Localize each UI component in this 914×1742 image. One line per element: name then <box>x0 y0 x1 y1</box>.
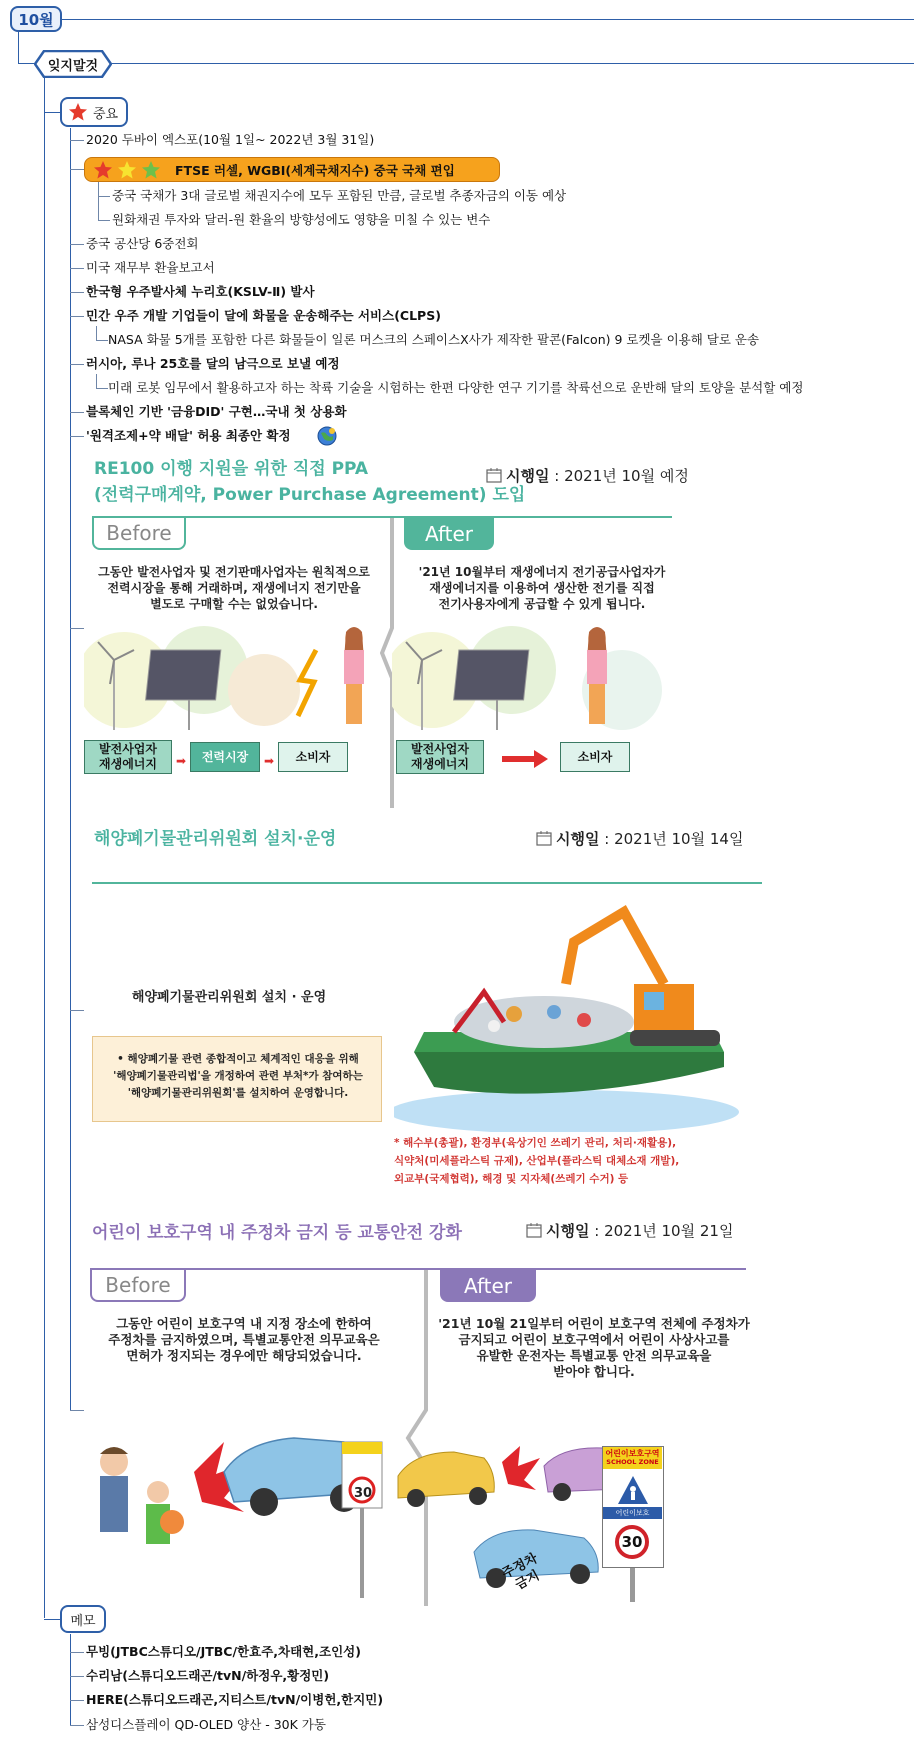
month-node[interactable]: 10월 <box>10 6 62 32</box>
item-dubai-expo[interactable]: 2020 두바이 엑스포(10월 1일~ 2022년 3월 31일) <box>86 132 375 147</box>
important-node[interactable] <box>60 97 128 127</box>
arrow-right-icon: ➡ <box>176 754 187 768</box>
re100-ppa-panel <box>84 450 689 810</box>
re100-after-tag: After <box>404 518 494 550</box>
school-zone-panel <box>84 1202 764 1606</box>
item-luna-sub[interactable]: 미래 로봇 임무에서 활용하고자 하는 착륙 기술을 시험하는 한편 다양한 연구 기기를 착륙선으로 운반해 달의 토양을 분석할 예정 <box>108 380 804 395</box>
re100-before-flow-generator: 발전사업자 재생에너지 <box>84 740 172 774</box>
sub-connector <box>96 340 108 341</box>
important-elbow <box>44 112 60 113</box>
school-title: 어린이 보호구역 내 주정차 금지 등 교통안전 강화 <box>92 1223 462 1243</box>
sub-connector <box>96 374 97 388</box>
school-before-tag: Before <box>90 1270 186 1302</box>
item-connector <box>70 169 84 170</box>
panel-connector <box>70 1410 84 1411</box>
root-vertical-line <box>44 78 45 1618</box>
root-branch-elbow <box>18 63 34 64</box>
item-connector <box>70 140 84 141</box>
item-connector <box>70 364 84 365</box>
memo-node[interactable] <box>60 1605 106 1633</box>
sign-mid-label: 어린이보호 <box>603 1507 662 1519</box>
memo-item-surinam[interactable]: 수리남(스튜디오드래곤/tvN/하정우,황정민) <box>86 1668 330 1683</box>
item-remote-pharmacy[interactable]: '원격조제+약 배달' 허용 최종안 확정 <box>86 428 291 443</box>
month-connector <box>62 19 914 20</box>
item-connector <box>70 436 84 437</box>
item-connector <box>70 1700 84 1701</box>
item-ftse-sub-1[interactable]: 중국 국채가 3대 글로벌 채권지수에 모두 포함된 만큼, 글로벌 추종자금의 이동 예상 <box>112 188 567 203</box>
item-connector <box>70 244 84 245</box>
item-blockchain-did[interactable]: 블록체인 기반 '금융DID' 구현…국내 첫 상용화 <box>86 404 347 419</box>
re100-after-illustration <box>392 620 682 740</box>
school-before-speed-sign: 30 <box>353 1486 373 1501</box>
sub-connector <box>96 388 108 389</box>
memo-elbow <box>44 1619 60 1620</box>
item-clps-sub[interactable]: NASA 화물 5개를 포함한 다른 화물들이 일론 머스크의 스페이스X사가 제작한 팔콘(Falcon) 9 로켓을 이용해 달로 운송 <box>108 332 760 347</box>
sub-connector <box>98 182 99 220</box>
item-connector <box>70 412 84 413</box>
important-vertical-line <box>70 128 71 1410</box>
calendar-icon <box>536 830 552 846</box>
boat-excavator-illustration <box>394 902 764 1132</box>
marine-footnote: * 해수부(총괄), 환경부(육상기인 쓰레기 관리, 처리·재활용), 식약처(미세플라스틱 규제), 산업부(플라스틱 대체소재 개발), 외교부(국제협력), 해경 및 지자체(쓰레기 수거) 등 <box>394 1137 680 1185</box>
re100-before-tag: Before <box>92 518 186 550</box>
school-after-text: '21년 10월 21일부터 어린이 보호구역 전체에 주정차가 금지되고 어린이 보호구역에서 어린이 사상사고를 유발한 운전자는 특별교통 안전 의무교육을 받아야 합니다. <box>438 1316 750 1379</box>
globe-icon <box>316 425 338 447</box>
marine-subtitle: 해양폐기물관리위원회 설치 · 운영 <box>131 990 327 1005</box>
school-after-tag: After <box>440 1270 536 1302</box>
root-connector <box>112 63 914 64</box>
star-icon <box>68 102 88 122</box>
re100-after-text: '21년 10월부터 재생에너지 전기공급사업자가 재생에너지를 이용하여 생산한 전기를 직접 전기사용자에게 공급할 수 있게 됩니다. <box>418 565 666 611</box>
children-crossing-icon <box>617 1475 649 1505</box>
sub-connector <box>96 326 97 340</box>
re100-before-illustration <box>84 620 380 740</box>
root-label: 잊지말것 <box>47 58 99 74</box>
item-connector <box>70 1725 84 1726</box>
sub-connector <box>98 196 110 197</box>
re100-title-line2: (전력구매계약, Power Purchase Agreement) 도입 <box>94 485 526 505</box>
re100-after-flow-consumer: 소비자 <box>560 742 630 772</box>
no-parking-text: 주정차 금지 <box>499 1551 543 1594</box>
re100-before-flow-consumer: 소비자 <box>278 742 348 772</box>
sign-en-label: SCHOOL ZONE <box>606 1458 659 1466</box>
panel-connector <box>70 628 84 629</box>
item-connector <box>70 292 84 293</box>
memo-label: 메모 <box>70 1613 96 1629</box>
marine-note-text: • 해양폐기물 관련 종합적이고 체계적인 대응을 위해 '해양폐기물관리법'을 개정하여 관련 부처*가 참여하는 '해양폐기물관리위원회'를 설치하여 운영합니다. <box>113 1053 363 1099</box>
item-connector <box>70 316 84 317</box>
month-branch-line <box>18 32 19 64</box>
re100-before-flow-market: 전력시장 <box>190 742 260 772</box>
memo-item-qd-oled[interactable]: 삼성디스플레이 QD-OLED 양산 - 30K 가동 <box>86 1717 326 1732</box>
arrow-right-icon: ➡ <box>264 754 275 768</box>
school-before-text: 그동안 어린이 보호구역 내 지정 장소에 한하여 주정차를 금지하였으며, 특별교통안전 의무교육은 면허가 정지되는 경우에만 해당되었습니다. <box>108 1316 380 1363</box>
marine-note-box <box>92 1036 382 1122</box>
item-us-fx-report[interactable]: 미국 재무부 환율보고서 <box>86 260 215 275</box>
sub-connector <box>98 220 110 221</box>
item-clps[interactable]: 민간 우주 개발 기업들이 달에 화물을 운송해주는 서비스(CLPS) <box>86 308 441 323</box>
item-luna-25[interactable]: 러시아, 루나 25호를 달의 남극으로 보낼 예정 <box>86 356 340 371</box>
marine-title: 해양폐기물관리위원회 설치·운영 <box>94 829 337 849</box>
item-nuri-launch[interactable]: 한국형 우주발사체 누리호(KSLV-Ⅱ) 발사 <box>86 284 315 299</box>
re100-before-text: 그동안 발전사업자 및 전기판매사업자는 원칙적으로 전력시장을 통해 거래하며, 재생에너지 전기만을 별도로 구매할 수는 없었습니다. <box>98 565 370 611</box>
marine-schedule: 시행일 : 2021년 10월 14일 <box>556 830 744 848</box>
panel-connector <box>70 1010 84 1011</box>
item-ftse-sub-2[interactable]: 원화채권 투자와 달러-원 환율의 방향성에도 영향을 미칠 수 있는 변수 <box>112 212 491 227</box>
item-ccp-plenum[interactable]: 중국 공산당 6중전회 <box>86 236 199 251</box>
memo-item-here[interactable]: HERE(스튜디오드래곤,지티스트/tvN/이병헌,한지민) <box>86 1692 384 1707</box>
marine-waste-panel <box>84 812 764 1200</box>
re100-after-flow-generator: 발전사업자 재생에너지 <box>396 740 484 774</box>
item-ftse-wgbi-highlight[interactable] <box>84 157 500 182</box>
item-connector <box>70 1676 84 1677</box>
root-node[interactable] <box>34 50 112 78</box>
school-before-illustration <box>84 1402 400 1602</box>
ftse-wgbi-label: FTSE 러셀, WGBI(세계국채지수) 중국 국채 편입 <box>175 162 455 178</box>
sign-top-label: 어린이보호구역 <box>605 1449 660 1458</box>
re100-title-line1: RE100 이행 지원을 위한 직접 PPA <box>94 459 369 479</box>
school-zone-sign <box>602 1446 664 1568</box>
item-connector <box>70 268 84 269</box>
marine-divider <box>92 882 762 884</box>
big-arrow-right-icon <box>502 750 548 768</box>
calendar-icon <box>526 1222 542 1238</box>
item-connector <box>70 1652 84 1653</box>
sign-speed-limit: 30 <box>615 1525 649 1559</box>
re100-schedule: 시행일 : 2021년 10월 예정 <box>506 467 689 485</box>
school-schedule: 시행일 : 2021년 10월 21일 <box>546 1222 734 1240</box>
sign-pole <box>630 1568 635 1602</box>
memo-item-moving[interactable]: 무빙(JTBC스튜디오/JTBC/한효주,차태현,조인성) <box>86 1644 361 1659</box>
calendar-icon <box>486 467 502 483</box>
important-label: 중요 <box>93 106 119 122</box>
memo-vertical-line <box>70 1634 71 1726</box>
rating-stars-icon <box>93 160 165 180</box>
